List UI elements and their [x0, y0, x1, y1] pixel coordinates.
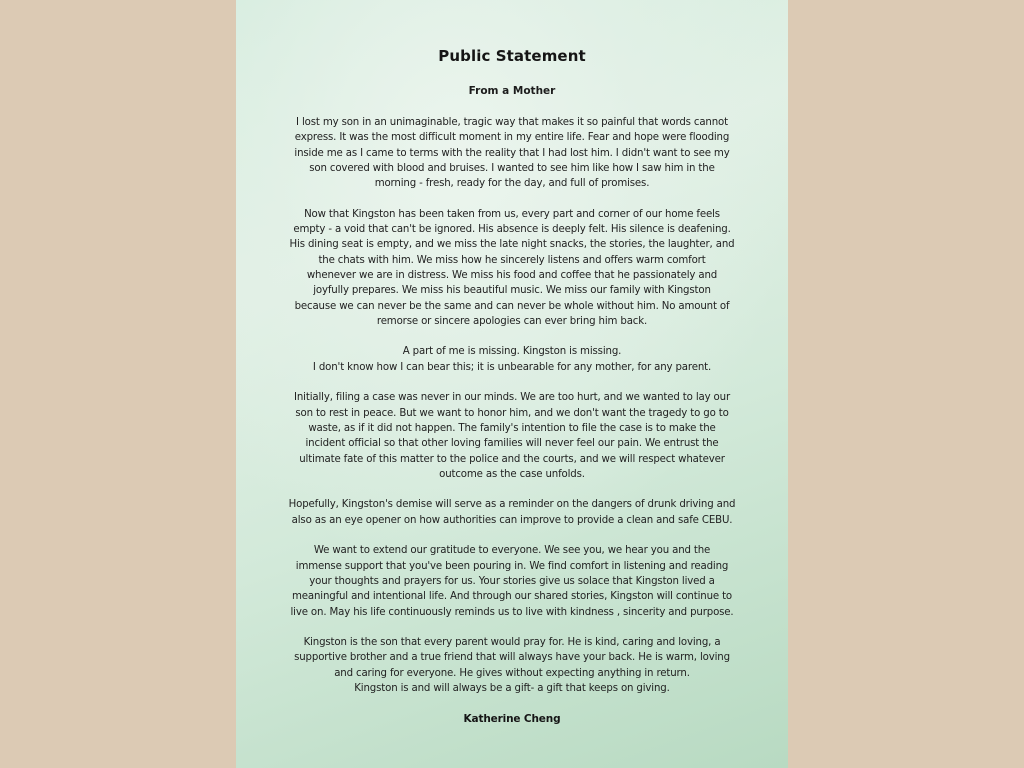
document-title: Public Statement: [438, 47, 586, 65]
text-line: meaningful and intentional life. And through our shared stories, Kingston will continue to: [291, 591, 733, 603]
text-line: Kingston is and will always be a gift- a gift that keeps on giving.: [354, 682, 670, 694]
text-line: ultimate fate of this matter to the police and the courts, and we will respect whatever: [299, 453, 725, 465]
paragraph-2: [266, 207, 758, 329]
paragraph-7: [266, 635, 758, 696]
text-line: Kingston is the son that every parent would pray for. He is kind, caring and loving, a: [303, 637, 721, 649]
document-subtitle: From a Mother: [468, 85, 556, 97]
text-line: also as an eye opener on how authorities can improve to provide a clean and safe CEBU.: [291, 514, 733, 526]
text-line: the chats with him. We miss how he sincerely listens and offers warm comfort: [318, 254, 706, 266]
text-line: His dining seat is empty, and we miss the late night snacks, the stories, the laughter, and: [289, 239, 735, 251]
text-line: your thoughts and prayers for us. Your stories give us solace that Kingston lived a: [309, 575, 715, 587]
paragraph-5: [266, 497, 758, 528]
text-line: joyfully prepares. We miss his beautiful music. We miss our family with Kingston: [313, 285, 711, 297]
text-line: waste, as if it did not happen. The family's intention to file the case is to make the: [308, 422, 716, 434]
text-line: Hopefully, Kingston's demise will serve as a reminder on the dangers of drunk driving and: [288, 499, 736, 511]
text-line: We want to extend our gratitude to everyone. We see you, we hear you and the: [313, 545, 711, 557]
text-line: live on. May his life continuously reminds us to live with kindness , sincerity and purpose.: [290, 606, 734, 618]
text-line: morning - fresh, ready for the day, and full of promises.: [374, 178, 650, 190]
text-line: incident official so that other loving families will never feel our pain. We entrust the: [305, 438, 719, 450]
text-line: Now that Kingston has been taken from us, every part and corner of our home feels: [304, 208, 720, 220]
text-line: inside me as I came to terms with the reality that I had lost him. I didn't want to see my: [294, 147, 730, 159]
statement-body: [266, 115, 758, 727]
text-line: supportive brother and a true friend that will always have your back. He is warm, loving: [294, 652, 730, 664]
text-line: remorse or sincere apologies can ever bring him back.: [376, 315, 648, 327]
paragraph-4: [266, 390, 758, 482]
paragraph-6: [266, 543, 758, 619]
signature: Katherine Cheng: [463, 712, 561, 725]
text-line: immense support that you've been pouring in. We find comfort in listening and reading: [295, 560, 729, 572]
text-line: outcome as the case unfolds.: [439, 468, 585, 480]
text-line: I lost my son in an unimaginable, tragic way that makes it so painful that words cannot: [296, 117, 728, 128]
text-line: express. It was the most difficult moment in my entire life. Fear and hope were flooding: [294, 132, 730, 144]
text-line: son covered with blood and bruises. I wanted to see him like how I saw him in the: [309, 162, 715, 174]
text-line: A part of me is missing. Kingston is missing.: [402, 346, 622, 358]
paragraph-3: [266, 344, 758, 375]
statement-page: [236, 0, 788, 768]
text-line: and caring for everyone. He gives without expecting anything in return.: [334, 667, 690, 679]
text-line: I don't know how I can bear this; it is unbearable for any mother, for any parent.: [312, 361, 712, 373]
text-line: whenever we are in distress. We miss his food and coffee that he passionately and: [306, 269, 718, 281]
text-line: Initially, filing a case was never in our minds. We are too hurt, and we wanted to lay our: [294, 392, 730, 404]
text-line: son to rest in peace. But we want to honor him, and we don't want the tragedy to go to: [295, 407, 729, 419]
text-line: because we can never be the same and can never be whole without him. No amount of: [294, 300, 730, 312]
text-line: empty - a void that can't be ignored. His absence is deeply felt. His silence is deafening.: [293, 224, 731, 236]
paragraph-1: [266, 115, 758, 191]
